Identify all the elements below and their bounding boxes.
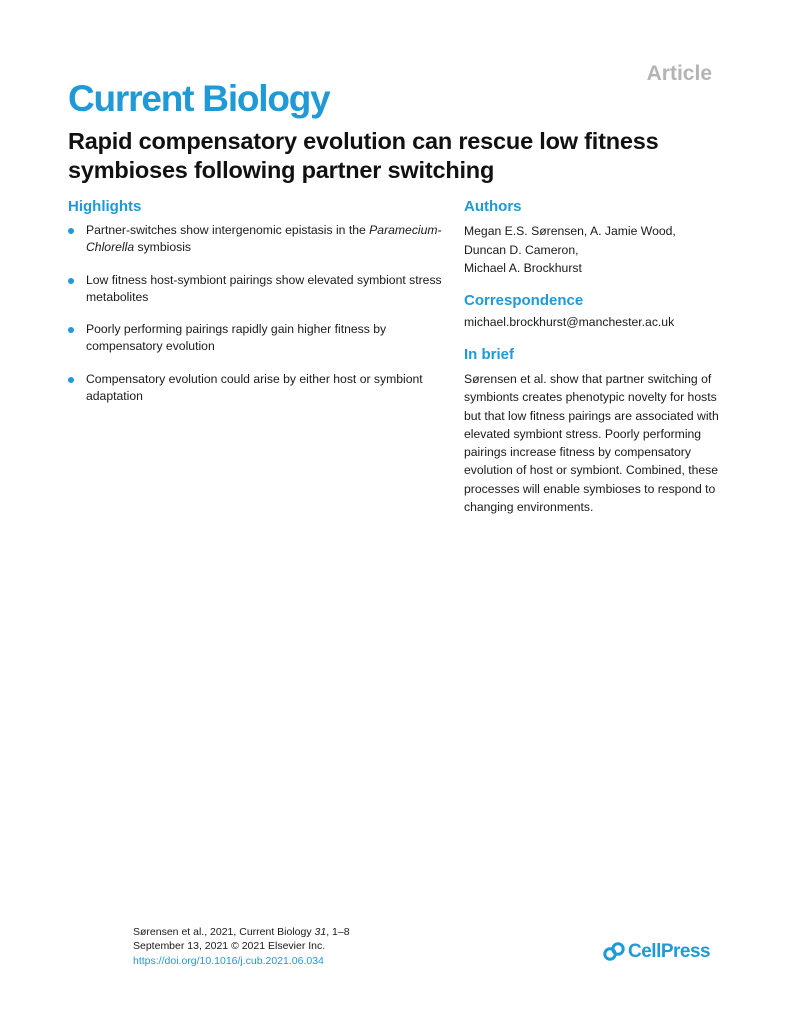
article-type-label: Article (646, 62, 712, 85)
author-line: Megan E.S. Sørensen, A. Jamie Wood, (464, 224, 676, 238)
correspondence-heading: Correspondence (464, 292, 584, 309)
author-line: Duncan D. Cameron, (464, 242, 579, 257)
bullet-icon (68, 278, 74, 284)
publisher-logo (603, 940, 710, 964)
journal-name: Current Biology (68, 78, 330, 119)
date-copyright: September 13, 2021 © 2021 Elsevier Inc. (133, 940, 326, 953)
highlight-item: Poorly performing pairings rapidly gain higher fitness by compensatory evolution (68, 321, 448, 355)
correspondence-email[interactable]: michael.brockhurst@manchester.ac.uk (464, 315, 675, 329)
authors-heading: Authors (464, 198, 522, 215)
author-line: Michael A. Brockhurst (464, 261, 582, 275)
bullet-icon (68, 228, 74, 234)
cellpress-icon (603, 941, 625, 963)
highlights-list (68, 222, 448, 420)
doi-link[interactable]: https://doi.org/10.1016/j.cub.2021.06.034 (133, 954, 324, 967)
bullet-icon (68, 377, 74, 383)
highlight-item: Low fitness host-symbiont pairings show elevated symbiont stress metabolites (68, 272, 448, 306)
in-brief-text: Sørensen et al. show that partner switching of symbionts creates phenotypic novelty for hosts but that low fitness pairings are associated with elevated symbiont stress. Poorly performing pairings increase fitness by compensatory evolution of host or symbiont. Combined, these processes will enable symbioses to respond to changing environments. (464, 372, 719, 515)
in-brief-heading: In brief (464, 346, 515, 363)
highlight-item: Partner-switches show intergenomic epistasis in the Paramecium-Chlorella symbiosis (68, 222, 448, 256)
citation-line: Sørensen et al., 2021, Current Biology 31, 1–8 (133, 926, 350, 938)
highlight-item: Compensatory evolution could arise by either host or symbiont adaptation (68, 371, 448, 405)
highlights-heading: Highlights (68, 198, 142, 215)
citation-footer (133, 925, 350, 968)
publisher-name: CellPress (628, 941, 711, 962)
author-list (464, 222, 734, 278)
paper-title: Rapid compensatory evolution can rescue low fitness symbioses following partner switching (68, 128, 659, 183)
bullet-icon (68, 327, 74, 333)
